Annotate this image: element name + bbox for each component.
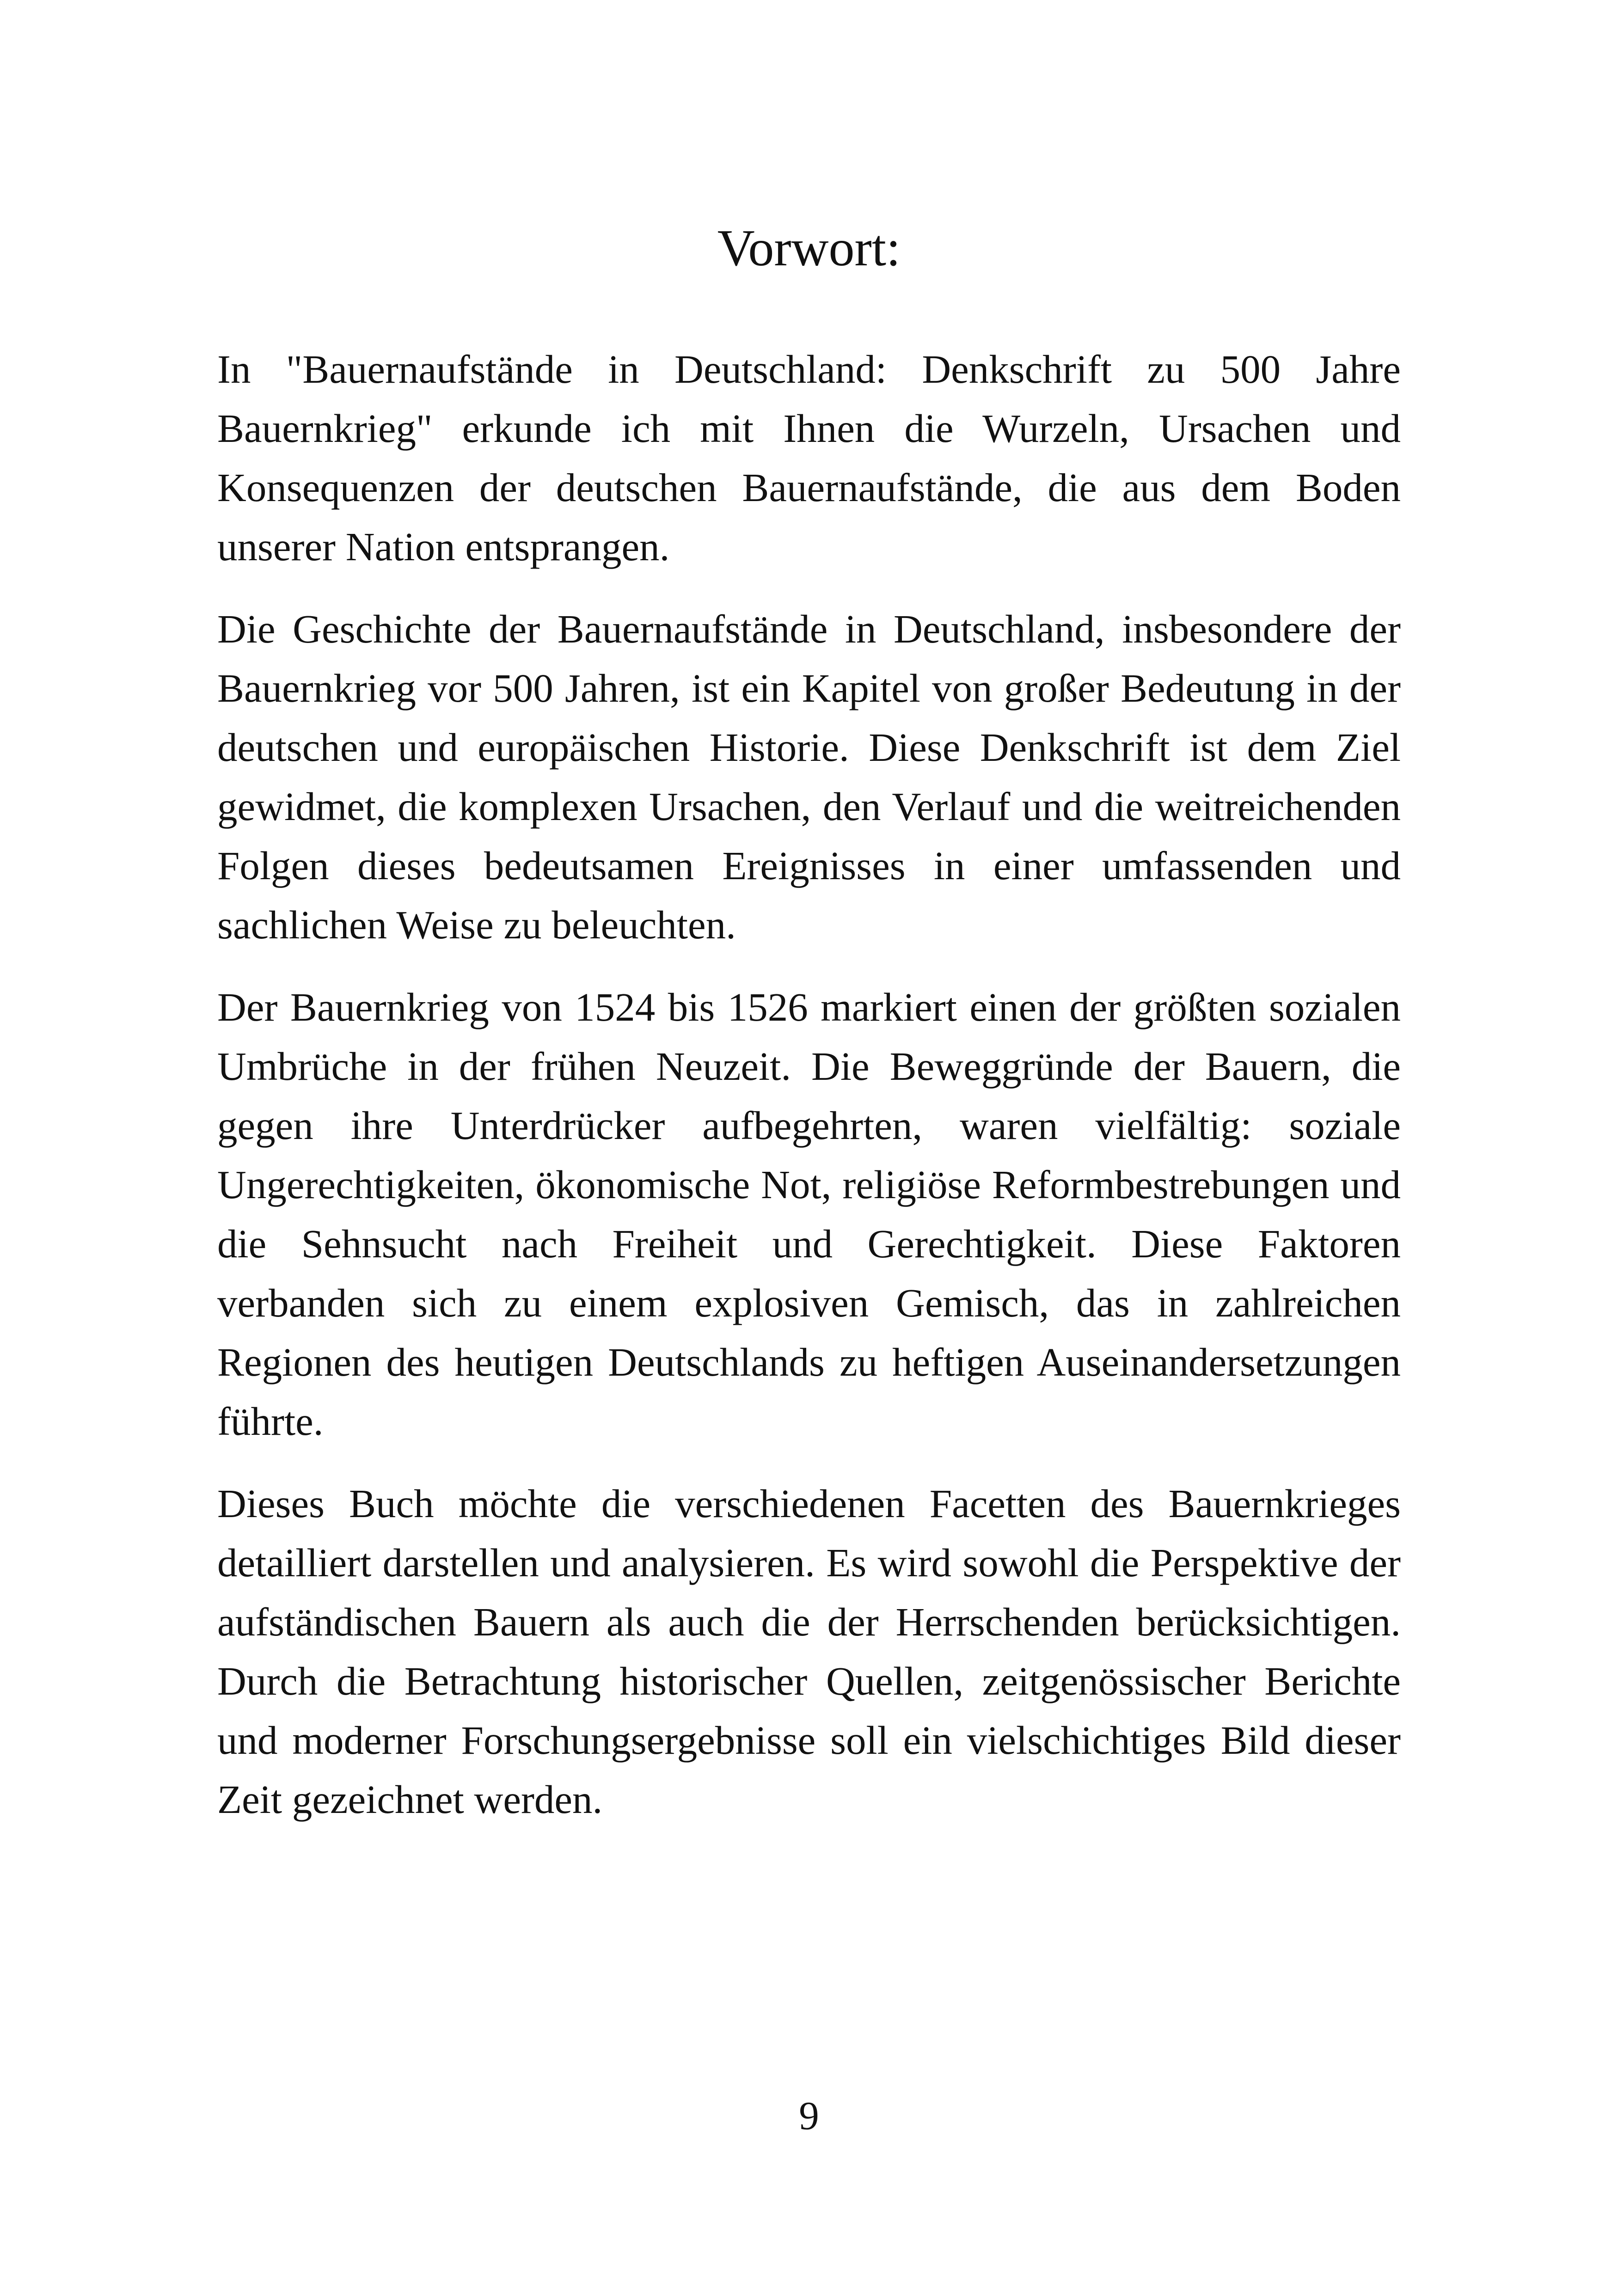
preface-body xyxy=(217,340,1401,1852)
paragraph-2: Die Geschichte der Bauernaufstände in Deutschland, insbesondere der Bauernkrieg vor 500 Jahren, ist ein Kapitel von großer Bedeutung in der deutschen und europäischen Historie. Diese Denkschrift ist dem Ziel gewidmet, die komplexen Ursachen, den Verlauf und die weitreichenden Folgen dieses bedeutsamen Ereignisses in einer umfassenden und sachlichen Weise zu beleuchten. xyxy=(217,606,1401,947)
page-title: Vorwort: xyxy=(717,220,901,277)
paragraph-4: Dieses Buch möchte die verschiedenen Facetten des Bauernkrieges detailliert darstellen und analysieren. Es wird sowohl die Perspektive der aufständischen Bauern als auch die der Herrschenden berücksichtigen. Durch die Betrachtung historischer Quellen, zeitgenössischer Berichte und moderner Forschungsergebnisse soll ein vielschichtiges Bild dieser Zeit gezeichnet werden. xyxy=(217,1481,1401,1822)
page-number: 9 xyxy=(799,2093,819,2138)
paragraph-1: In "Bauernaufstände in Deutschland: Denkschrift zu 500 Jahre Bauernkrieg" erkunde ich mit Ihnen die Wurzeln, Ursachen und Konsequenzen der deutschen Bauernaufstände, die aus dem Boden unserer Nation entsprangen. xyxy=(217,347,1401,569)
paragraph-3: Der Bauernkrieg von 1524 bis 1526 markiert einen der größten sozialen Umbrüche in der frühen Neuzeit. Die Beweggründe der Bauern, die gegen ihre Unterdrücker aufbegehrten, waren vielfältig: soziale Ungerechtigkeiten, ökonomische Not, religiöse Reformbestrebungen und die Sehnsucht nach Freiheit und Gerechtigkeit. Diese Faktoren verbanden sich zu einem explosiven Gemisch, das in zahlreichen Regionen des heutigen Deutschlands zu heftigen Auseinandersetzungen führte. xyxy=(217,985,1401,1444)
